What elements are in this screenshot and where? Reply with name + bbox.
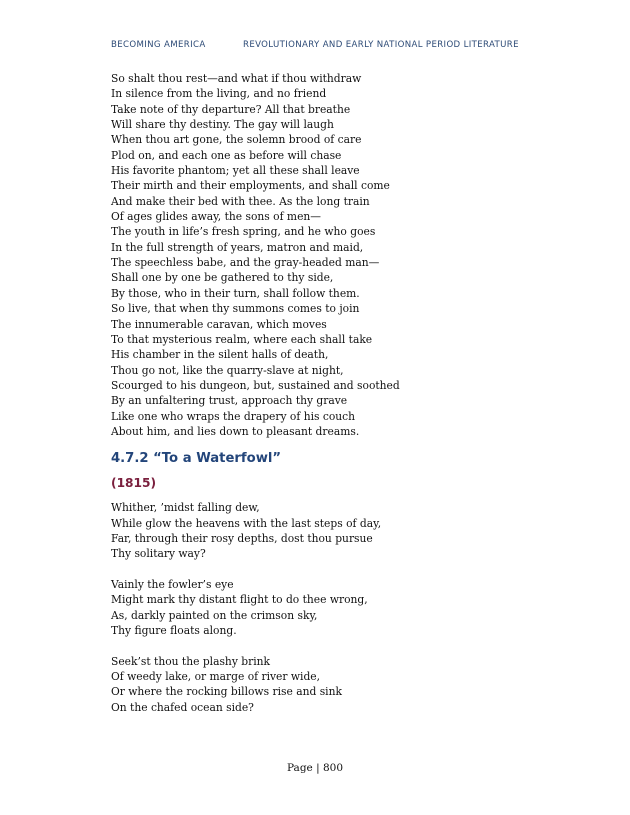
header-section-title: REVOLUTIONARY AND EARLY NATIONAL PERIOD LITERATURE: [243, 40, 519, 50]
poem-line: Their mirth and their employments, and shall come: [111, 179, 390, 193]
poem-line: Scourged to his dungeon, but, sustained and soothed: [111, 378, 400, 392]
header-book-title: BECOMING AMERICA: [111, 40, 206, 50]
poem-line: Shall one by one be gathered to thy side,: [111, 271, 334, 285]
poem-line: The innumerable caravan, which moves: [111, 317, 327, 331]
poem-line: And make their bed with thee. As the long train: [111, 194, 370, 208]
poem-line: So live, that when thy summons comes to join: [111, 302, 360, 316]
poem-line: In the full strength of years, matron and maid,: [111, 240, 364, 254]
poem-line: Thou go not, like the quarry-slave at night,: [111, 363, 344, 377]
poem-line: In silence from the living, and no friend: [111, 87, 327, 101]
poem-line: On the chafed ocean side?: [111, 700, 254, 714]
poem-line: Of ages glides away, the sons of men—: [111, 210, 321, 224]
poem-line: Far, through their rosy depths, dost thou pursue: [111, 531, 373, 545]
poem-line: Or where the rocking billows rise and sink: [111, 685, 342, 699]
poem-line: Will share thy destiny. The gay will laugh: [111, 118, 334, 132]
poem-line: Plod on, and each one as before will chase: [111, 148, 342, 162]
poem-line: Take note of thy departure? All that breathe: [111, 102, 351, 116]
poem-line: Might mark thy distant flight to do thee wrong,: [111, 593, 368, 607]
poem-line: Thy solitary way?: [111, 547, 206, 561]
body-text: [111, 71, 531, 715]
poem-line: Vainly the fowler’s eye: [111, 577, 234, 591]
poem-line: The speechless babe, and the gray-headed man—: [111, 256, 380, 270]
poem-line: When thou art gone, the solemn brood of care: [111, 133, 362, 147]
poem-line: Whither, ’midst falling dew,: [111, 501, 260, 515]
poem-line: His chamber in the silent halls of death,: [111, 348, 329, 362]
stanza: [111, 654, 531, 715]
poem-line: The youth in life’s fresh spring, and he who goes: [111, 225, 376, 239]
poem-line: Seek’st thou the plashy brink: [111, 654, 270, 668]
stanza-break: [111, 638, 531, 653]
stanza-break: [111, 562, 531, 577]
poem-line: While glow the heavens with the last steps of day,: [111, 516, 382, 530]
poem-line: By an unfaltering trust, approach thy grave: [111, 394, 348, 408]
poem-line: Like one who wraps the drapery of his couch: [111, 409, 356, 423]
page-number: Page | 800: [286, 762, 344, 774]
poem-line: As, darkly painted on the crimson sky,: [111, 608, 318, 622]
poem-line: About him, and lies down to pleasant dreams.: [111, 424, 360, 438]
poem-line: To that mysterious realm, where each shall take: [111, 332, 373, 346]
section-heading: 4.7.2 “To a Waterfowl”: [111, 451, 282, 467]
poem-line: Thy figure floats along.: [111, 624, 237, 637]
poem-line: His favorite phantom; yet all these shall leave: [111, 164, 360, 178]
poem-to-a-waterfowl: [111, 500, 531, 715]
poem-thanatopsis-ending: [111, 71, 531, 439]
poem-line: Of weedy lake, or marge of river wide,: [111, 670, 321, 684]
stanza: [111, 577, 531, 638]
poem-line: So shalt thou rest—and what if thou withdraw: [111, 72, 362, 85]
stanza: [111, 500, 531, 561]
poem-line: By those, who in their turn, shall follow them.: [111, 286, 360, 300]
year-heading: (1815): [111, 476, 157, 491]
